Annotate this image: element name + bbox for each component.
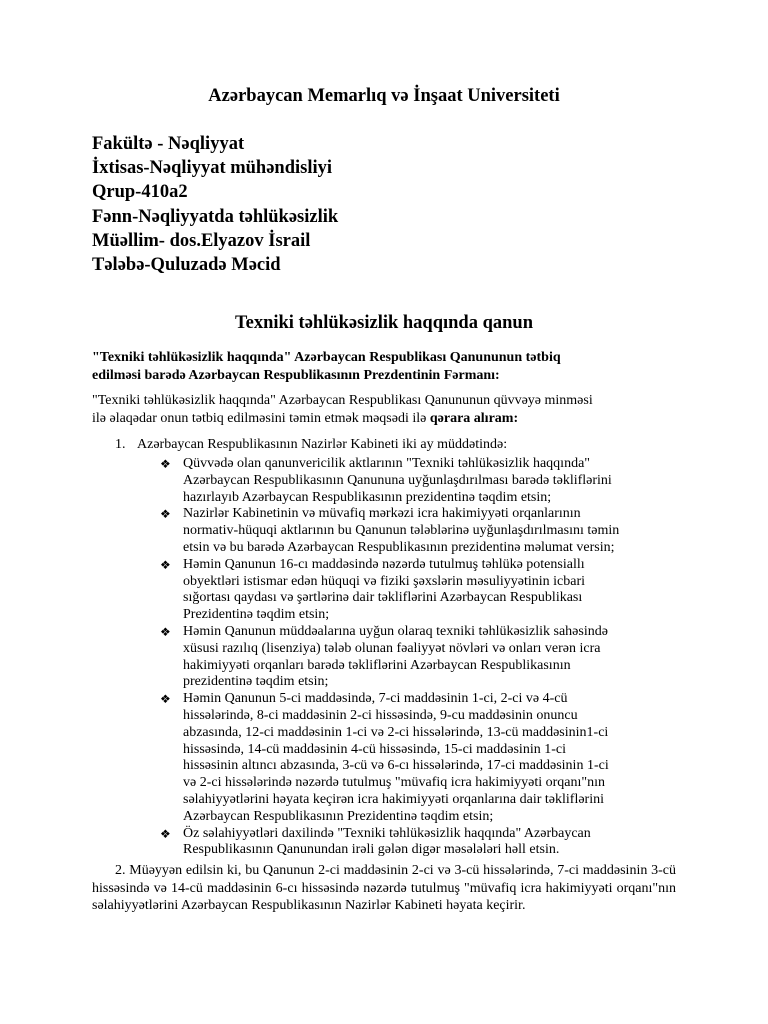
bullet-line: və 2-ci hissələrində nəzərdə tutulmuş "müvafiq icra hakimiyyəti orqanı"nın xyxy=(183,775,605,791)
bullet-item xyxy=(160,456,680,506)
bullet-list xyxy=(160,456,680,859)
bullet-line: hissələrində, 8-ci maddəsinin 2-ci hissəsində, 9-cu maddəsinin onuncu xyxy=(183,707,578,723)
bullet-line: Həmin Qanunun 5-ci maddəsində, 7-ci maddəsinin 1-ci, 2-ci və 4-cü xyxy=(183,691,568,707)
subject-line: Fənn-Nəqliyyatda təhlükəsizlik xyxy=(92,206,339,227)
decree-heading xyxy=(92,349,676,384)
bullet-line: abzasında, 12-ci maddəsinin 1-ci və 2-ci hissələrində, 13-cü maddəsinin1-ci xyxy=(183,724,609,740)
bullet-item xyxy=(160,557,680,624)
bullet-item xyxy=(160,624,680,691)
bullet-line: səlahiyyətlərini həyata keçirən icra hakimiyyəti orqanlarına dair təkliflərini xyxy=(183,791,604,807)
student-line: Tələbə-Quluzadə Məcid xyxy=(92,255,281,276)
decision-phrase: qərara alıram: xyxy=(429,410,519,426)
bullet-line: Həmin Qanunun müddəalarına uyğun olaraq texniki təhlükəsizlik sahəsində xyxy=(183,623,608,639)
bullet-line: prezidentinə təqdim etsin; xyxy=(183,674,329,690)
bullet-line: hakimiyyəti orqanları barədə təkliflərini Azərbaycan Respublikasının xyxy=(183,657,571,673)
bullet-line: Həmin Qanunun 16-cı maddəsində nəzərdə tutulmuş təhlükə potensiallı xyxy=(183,556,585,572)
intro-line: "Texniki təhlükəsizlik haqqında" Azərbaycan Respublikası Qanununun qüvvəyə minməsi xyxy=(92,393,593,408)
university-title: Azərbaycan Memarlıq və İnşaat Universiteti xyxy=(208,86,560,106)
diamond-bullet-icon: ❖ xyxy=(160,557,171,572)
teacher-line: Müəllim- dos.Elyazov İsrail xyxy=(92,230,311,251)
bullet-item xyxy=(160,506,680,556)
bullet-line: normativ-hüquqi aktlarının bu Qanunun tələblərinə uyğunlaşdırılmasını təmin xyxy=(183,523,620,539)
bullet-item xyxy=(160,826,680,860)
bullet-line: Azərbaycan Respublikasının Prezidentinə təqdim etsin; xyxy=(183,808,494,824)
bullet-line: Öz səlahiyyətləri daxilində "Texniki təhlükəsizlik haqqında" Azərbaycan xyxy=(183,825,591,841)
diamond-bullet-icon: ❖ xyxy=(160,457,171,471)
item-1 xyxy=(115,436,507,454)
decree-heading-line: edilməsi barədə Azərbaycan Respublikasının Prezdentinin Fərmanı: xyxy=(92,367,500,383)
bullet-line: etsin və bu barədə Azərbaycan Respublikasının prezidentinə məlumat versin; xyxy=(183,539,615,555)
intro-text: ilə əlaqədar onun tətbiq edilməsini təmin etmək məqsədi ilə xyxy=(92,410,430,426)
bullet-line: Azərbaycan Respublikasının Qanununa uyğunlaşdırılması barədə təkliflərini xyxy=(183,472,612,488)
diamond-bullet-icon: ❖ xyxy=(160,624,171,639)
bullet-item xyxy=(160,691,680,825)
bullet-line: sığortası qaydası və şərtlərinə dair təkliflərini Azərbaycan Respublikası xyxy=(183,590,583,606)
diamond-bullet-icon: ❖ xyxy=(160,692,171,707)
diamond-bullet-icon: ❖ xyxy=(160,507,171,522)
group-line: Qrup-410a2 xyxy=(92,182,188,203)
item-2-paragraph: 2. Müəyyən edilsin ki, bu Qanunun 2-ci maddəsinin 2-ci və 3-cü hissələrində, 7-ci maddəsinin 3-cü hissəsində və 14-cü maddəsinin 6-cı hissəsində nəzərdə tutulmuş "müvafiq icra hakimiyyəti orqanı"nın səlahiyyətlərini Azərbaycan Respublikasının Nazirlər Kabineti həyata keçirir. xyxy=(92,863,676,914)
document-title: Texniki təhlükəsizlik haqqında qanun xyxy=(234,313,534,333)
bullet-line: xüsusi razılıq (lisenziya) tələb olunan fəaliyyət növləri və onları verən icra xyxy=(183,640,601,656)
intro-paragraph xyxy=(92,392,676,427)
bullet-line: Qüvvədə olan qanunvericilik aktlarının "Texniki təhlükəsizlik haqqında" xyxy=(183,456,591,471)
bullet-line: Prezidentinə təqdim etsin; xyxy=(183,607,330,623)
bullet-line: Nazirlər Kabinetinin və müvafiq mərkəzi icra hakimiyyəti orqanlarının xyxy=(183,506,581,522)
intro-line xyxy=(92,410,676,428)
bullet-line: hissəsinin altıncı abzasında, 3-cü və 6-cı hissələrində, 17-ci maddəsinin 1-ci xyxy=(183,758,609,774)
bullet-line: hissəsində, 14-cü maddəsinin 4-cü hissəsində, 15-ci maddəsinin 1-ci xyxy=(183,741,566,757)
item-number: 1. xyxy=(115,437,126,452)
faculty-line: Fakültə - Nəqliyyat xyxy=(92,134,245,154)
bullet-line: Respublikasının Qanunundan irəli gələn digər məsələləri həll etsin. xyxy=(183,842,560,858)
decree-heading-line: "Texniki təhlükəsizlik haqqında" Azərbaycan Respublikası Qanununun tətbiq xyxy=(92,350,561,365)
bullet-line: obyektləri istismar edən hüquqi və fiziki şəxslərin məsuliyyətinin icbari xyxy=(183,573,586,589)
specialty-line: İxtisas-Nəqliyyat mühəndisliyi xyxy=(92,158,333,179)
bullet-line: hazırlayıb Azərbaycan Respublikasının prezidentinə təqdim etsin; xyxy=(183,489,552,505)
item-text: Azərbaycan Respublikasının Nazirlər Kabineti iki ay müddətində: xyxy=(137,437,508,452)
diamond-bullet-icon: ❖ xyxy=(160,826,171,841)
student-info-block xyxy=(92,132,338,277)
